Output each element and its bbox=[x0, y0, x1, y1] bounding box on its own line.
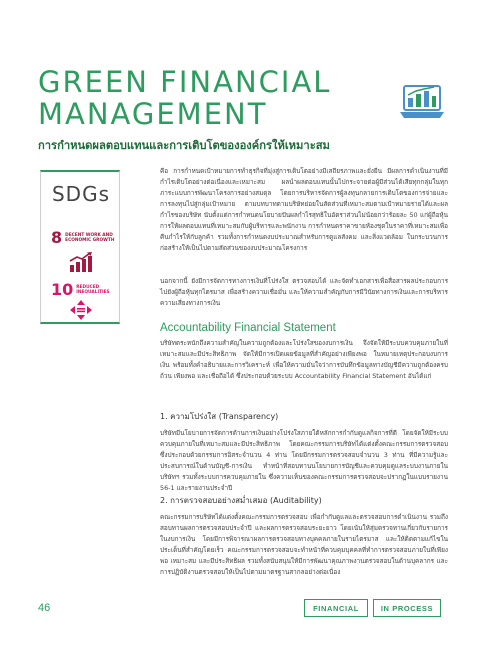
page-subtitle: การกำหนดผลตอบแทนและการเติบโตขององค์กรให้เหมาะสม bbox=[38, 139, 330, 152]
auditability-paragraph: คณะกรรมการบริษัทได้แต่งตั้งคณะกรรมการตรวจสอบ เพื่อกำกับดูแลและตรวจสอบการดำเนินงาน รวมถึงสอบทานผลการตรวจสอบประจำปี และผลการตรวจสอบระยะยาว โดยเน้นให้สุ่มตรวจทานเกี่ยวกับรายการในงบการเงิน โดยมีการพิจารณาผลการตรวจสอบทางบุคคลภายในรายไตรมาส และให้ติดตามแก้ไขในประเด็นที่สำคัญโดยเร็ว คณะกรรมการตรวจสอบจะทำหน้าที่ควบคุมบุคคลที่ทำการตรวจสอบภายในที่เพียงพอ เหมาะสม และมีประสิทธิผล รวมทั้งสนับสนุนให้มีการพัฒนาคุณภาพงานตรวจสอบในด้านบุคลากร และการปฏิบัติงานตรวจสอบให้เป็นไปตามมาตรฐานสากลอย่างต่อเนื่อง bbox=[160, 513, 448, 576]
sdg-panel bbox=[40, 170, 120, 324]
sdg-goal-8 bbox=[51, 230, 115, 246]
transparency-paragraph: บริษัทมีนโยบายการจัดการด้านการเงินอย่างโปร่งใสภายใต้หลักการกำกับดูแลกิจการที่ดี โดยจัดให้มีระบบควบคุมภายในที่เหมาะสมและมีประสิทธิภาพ โดยคณะกรรมการบริษัทได้แต่งตั้งคณะกรรมการตรวจสอบซึ่งประกอบด้วยกรรมการอิสระจำนวน 4 ท่าน โดยมีกรรมการตรวจสอบจำนวน 3 ท่าน ที่มีความรู้และประสบการณ์ในด้านบัญชี-การเงิน ทำหน้าที่สอบทานนโยบายการบัญชีและควบคุมดูแลระบบงานภายในบริษัทฯ รวมทั้งระบบการควบคุมภายใน ซึ่งความเห็นของคณะกรรมการตรวจสอบจะปรากฏในแบบรายงาน 56-1 และรายงานประจำปี bbox=[160, 429, 448, 492]
section-heading: Accountability Financial Statement bbox=[160, 322, 336, 334]
tag-financial: FINANCIAL bbox=[304, 599, 368, 617]
goal-8-text-line-2: ECONOMIC GROWTH bbox=[65, 238, 115, 243]
title-line-2: MANAGEMENT bbox=[38, 97, 268, 131]
subheading-auditability: 2. การตรวจสอบอย่างสม่ำเสมอ (Auditability) bbox=[160, 496, 322, 505]
goal-10-text-line-2: INEQUALITIES bbox=[76, 290, 110, 295]
page-number: 46 bbox=[38, 602, 51, 614]
intro-paragraph: คือ การกำหนดเป้าหมายการทำธุรกิจที่มุ่งสู่การเติบโตอย่างมีเสถียรภาพและยั่งยืน มีผลการดำเนินงานที่มีกำไรเติบโตอย่างต่อเนื่องและเหมาะสม ผลนำผลตอบแทนนั้นไปกระจายต่อผู้มีส่วนได้เสียทุกกลุ่มในทุกภาระแบบการพัฒนาโครงการอย่างสมดุล โดยการบริหารจัดการผู้ลงทุนกลายการเติบโตของการจ่ายและการลงทุนไปสู่กลุ่มเป้าหมาย ตามบทบาทตามบริษัทย่อยในสัดส่วนที่เหมาะสมตามเป้าหมายรายได้และผลกำไรของบริษัท นับตั้งแต่การกำหนดนโยบายปันผลกำไรสุทธิในอัตราส่วนไม่น้อยกว่าร้อยละ 50 แก่ผู้ถือหุ้น การให้ผลตอบแทนที่เหมาะสมกับผู้บริหารและพนักงาน การกำหนดราคาขายห้องชุดในราคาที่เหมาะสมเพื่อคืนกำไรให้กับลูกค้า รวมทั้งการกำหนดงบประมาณสำหรับการดูแลสังคม และสิ่งแวดล้อม ในกระบวนการก่อสร้างให้เป็นไปตามสัดส่วนของงบประมาณโครงการ bbox=[160, 167, 448, 252]
title-line-1: GREEN FINANCIAL bbox=[38, 65, 332, 99]
goal-8-text-line-1: DECENT WORK AND bbox=[65, 233, 113, 238]
laptop-chart-icon bbox=[398, 82, 446, 126]
goal-10-number: 10 bbox=[51, 280, 74, 299]
page-title bbox=[38, 66, 338, 130]
goal-10-text bbox=[76, 285, 126, 295]
goal-8-text bbox=[65, 233, 115, 243]
section-paragraph: บริษัทตระหนักถึงความสำคัญในความถูกต้องและโปร่งใสของงบการเงิน จึงจัดให้มีระบบควบคุมภายในที่เหมาะสมและมีประสิทธิภาพ จัดให้มีการเปิดเผยข้อมูลที่สำคัญอย่างเพียงพอ ในหมายเหตุประกอบงบการเงิน พร้อมทั้งคำอธิบายและการวิเคราะห์ เพื่อให้ความมั่นใจว่าการบันทึกข้อมูลทางบัญชีมีความถูกต้องครบถ้วน เพียงพอ และเชื่อถือได้ ซึ่งประกอบด้วยระบบ Accountability Financial Statement อันได้แก่ bbox=[160, 339, 448, 380]
subheading-transparency: 1. ความโปร่งใส (Transparency) bbox=[160, 412, 279, 421]
sdg-goal-10 bbox=[51, 282, 126, 298]
tag-in-process: IN PROCESS bbox=[373, 599, 441, 617]
goal-10-text-line-1: REDUCED bbox=[76, 285, 100, 290]
transparency-intro-paragraph: นอกจากนี้ ยังมีการจัดการทางการเงินที่โปร่งใส ตรวจสอบได้ และจัดทำเอกสารเพื่อสื่อสารผลประกอบการไปยังผู้ถือหุ้นทุกไตรมาส เพื่อสร้างความเชื่อมั่น และให้ความสำคัญกับการมีวินัยทางการเงินและการบริหารความเสี่ยงทางการเงิน bbox=[160, 277, 448, 307]
sdg-title: SDGs bbox=[51, 182, 110, 206]
goal-8-number: 8 bbox=[51, 228, 63, 247]
growth-bar-chart-icon bbox=[69, 252, 93, 272]
equality-arrows-icon bbox=[70, 300, 92, 320]
